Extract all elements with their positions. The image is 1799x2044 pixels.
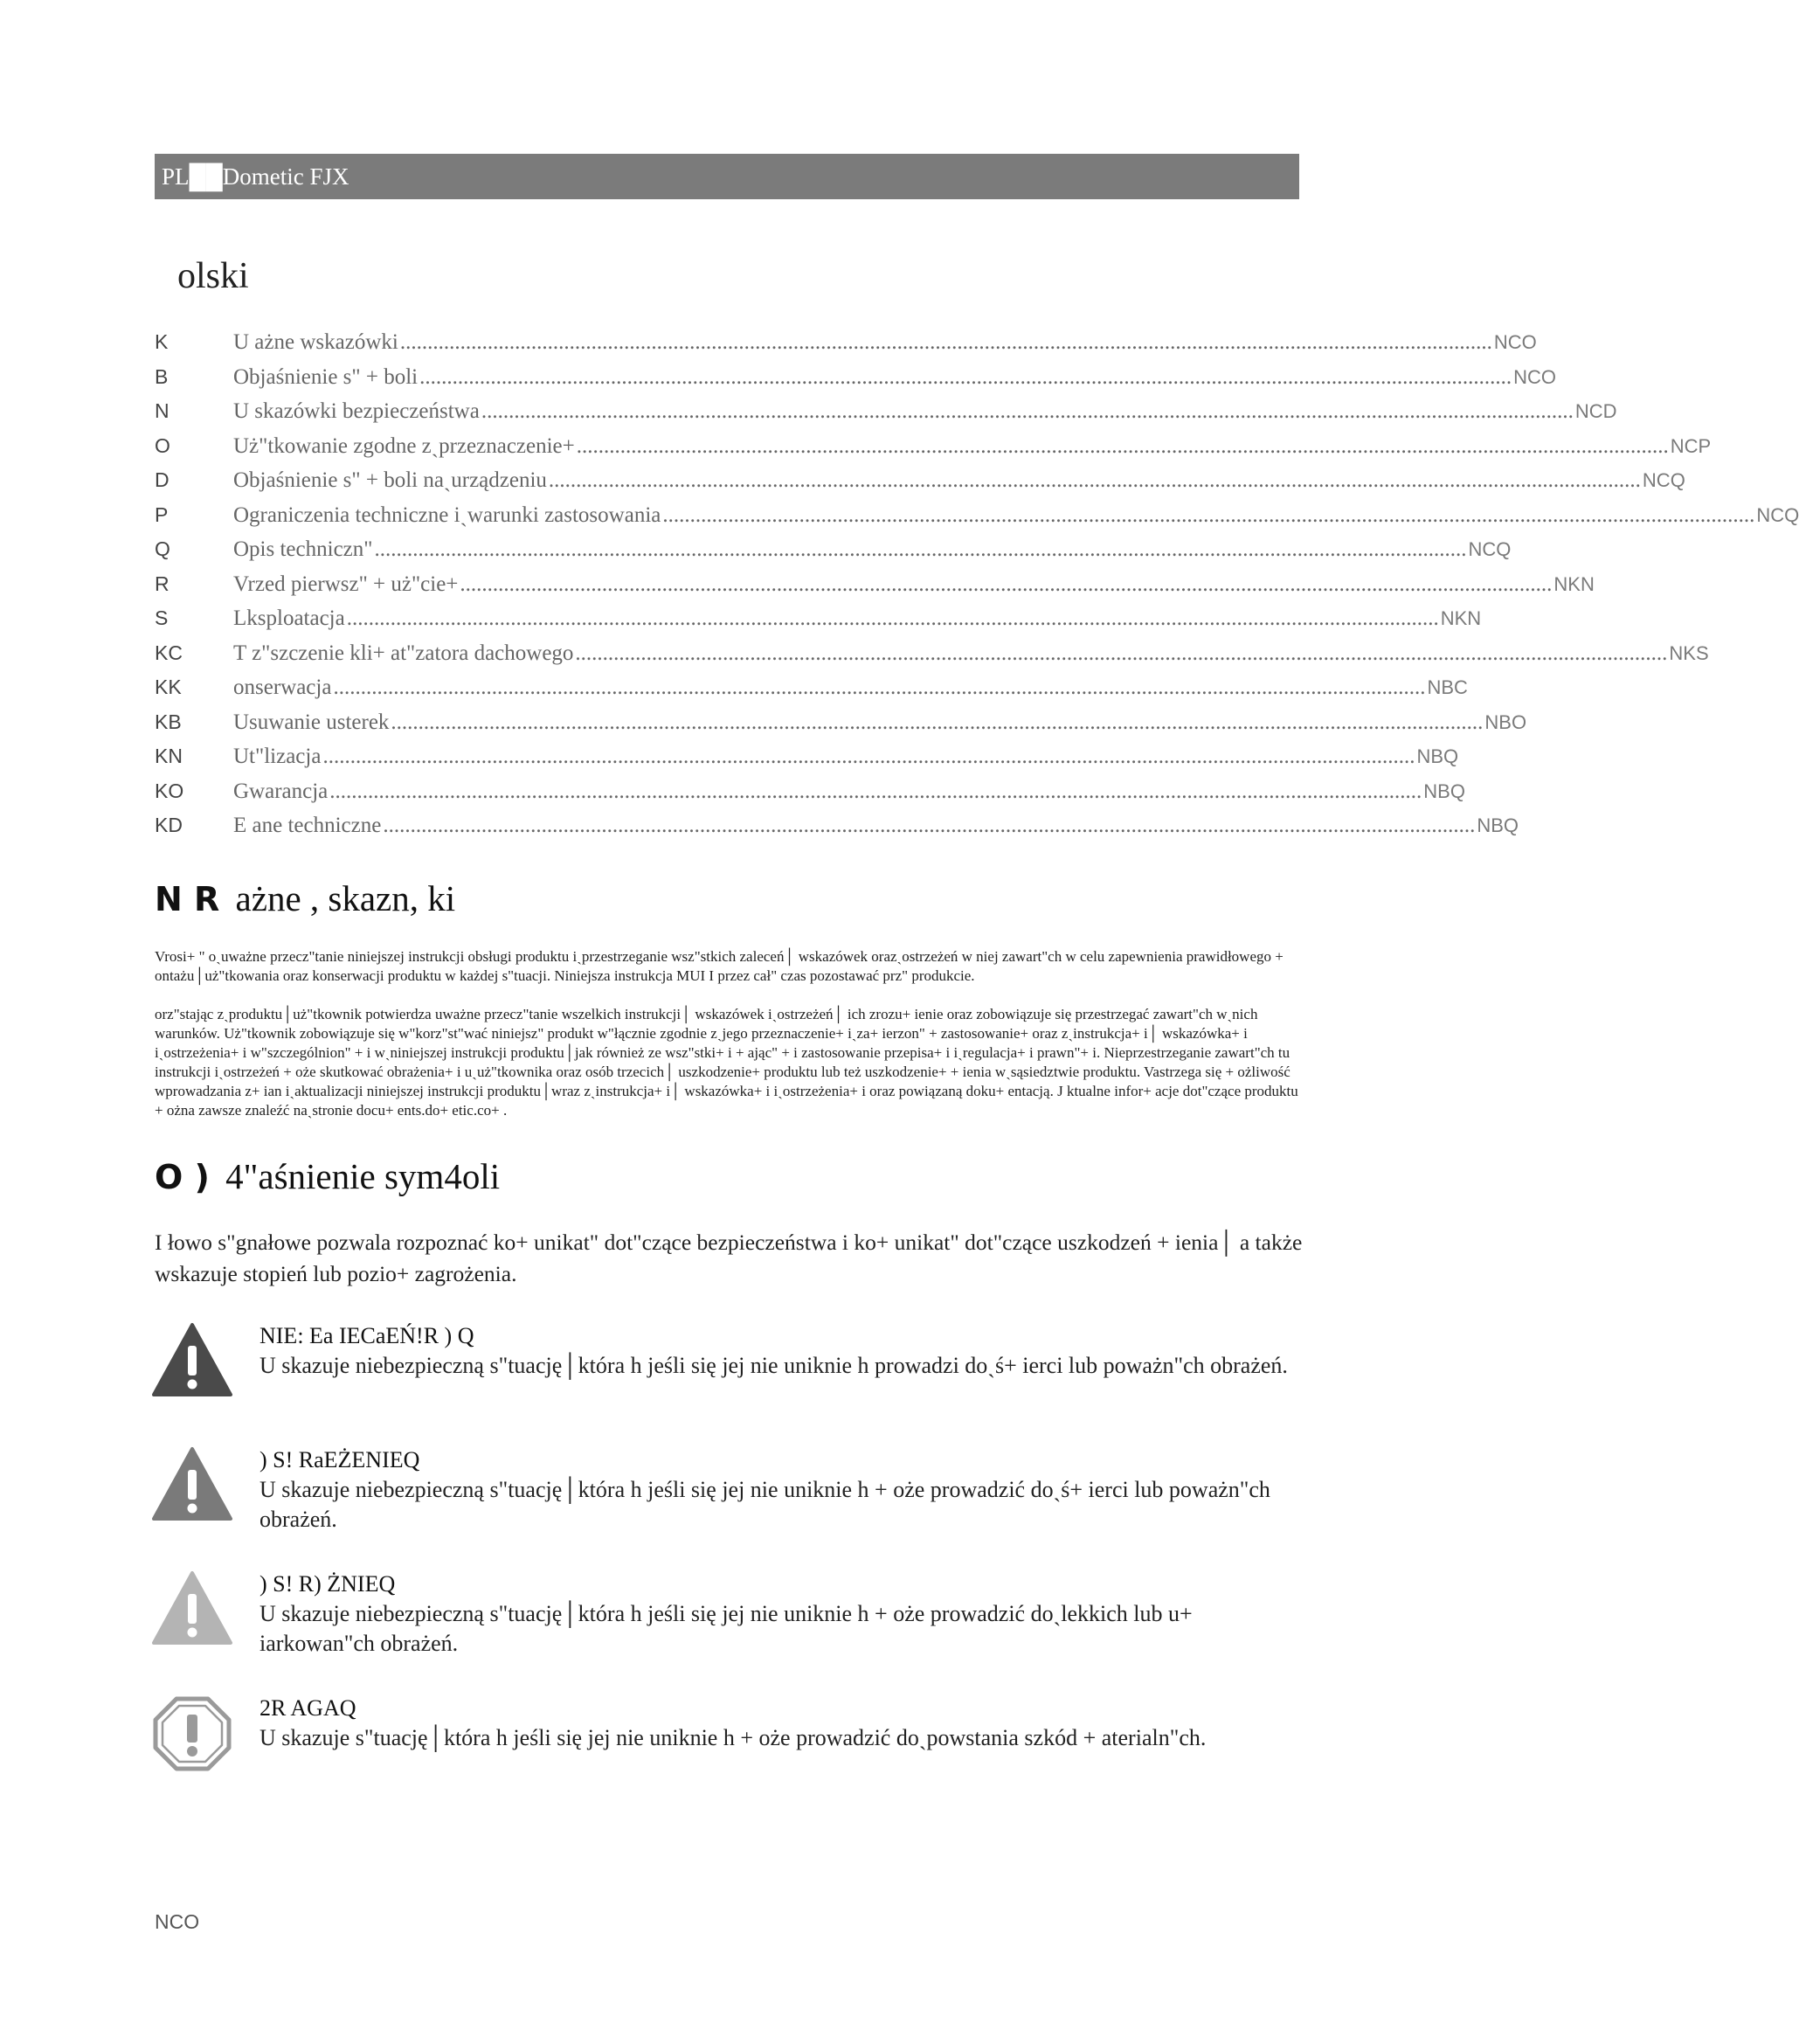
toc-leader: ........................................................................................................................................................................................................ bbox=[662, 502, 1755, 527]
toc-entry[interactable] bbox=[155, 364, 1556, 400]
section-number: N R bbox=[155, 880, 220, 918]
toc-title: Lksploatacja bbox=[233, 606, 345, 630]
toc-entry[interactable] bbox=[155, 710, 1527, 745]
signal-text bbox=[259, 1321, 1299, 1381]
toc-leader: ........................................................................................................................................................................................................ bbox=[460, 572, 1553, 596]
toc-leader: ........................................................................................................................................................................................................ bbox=[548, 468, 1641, 492]
toc-entry[interactable] bbox=[155, 537, 1512, 572]
toc-entry[interactable] bbox=[155, 606, 1482, 641]
toc-page-number: NBQ bbox=[1423, 779, 1465, 802]
section-title: ażne , skazn, ki bbox=[226, 878, 456, 918]
toc-leader: ........................................................................................................................................................................................................ bbox=[322, 745, 1415, 768]
toc-title: Uż"tkowanie zgodne zˏprzeznaczenie+ bbox=[233, 433, 575, 458]
toc-entry[interactable] bbox=[155, 330, 1537, 365]
toc-number: R bbox=[155, 572, 170, 595]
toc-entry[interactable] bbox=[155, 779, 1465, 814]
toc-title: Objaśnienie s" + boli naˏurządzeniu bbox=[233, 468, 547, 492]
signal-text bbox=[259, 1569, 1299, 1659]
toc-leader: ........................................................................................................................................................................................................ bbox=[575, 641, 1668, 665]
toc-title: Objaśnienie s" + boli bbox=[233, 364, 419, 389]
section-number: O ) bbox=[155, 1158, 210, 1196]
toc-leader: ........................................................................................................................................................................................................ bbox=[329, 779, 1422, 803]
toc-title: onserwacja bbox=[233, 676, 332, 699]
toc-page-number: NCD bbox=[1574, 400, 1617, 422]
toc-page-number: NKS bbox=[1669, 641, 1709, 664]
toc-number: KB bbox=[155, 710, 182, 733]
toc-page-number: NKN bbox=[1440, 607, 1482, 629]
toc-number: K bbox=[155, 330, 169, 353]
toc-number: P bbox=[155, 502, 169, 526]
toc-number: KK bbox=[155, 676, 182, 698]
toc-leader: ........................................................................................................................................................................................................ bbox=[383, 814, 1476, 837]
toc-title: T z"szczenie kli+ at"zatora dachowego bbox=[233, 641, 574, 665]
language-title: olski bbox=[177, 256, 249, 296]
toc-page-number: NCQ bbox=[1756, 503, 1799, 526]
toc-entry[interactable] bbox=[155, 641, 1709, 676]
toc-entry[interactable] bbox=[155, 502, 1799, 538]
toc-entry[interactable] bbox=[155, 745, 1459, 779]
section-heading-important-notes bbox=[155, 877, 455, 919]
toc-title: E ane techniczne bbox=[233, 814, 382, 837]
signal-text bbox=[259, 1694, 1299, 1753]
toc-title: Vrzed pierwsz" + uż"cie+ bbox=[233, 572, 459, 596]
toc-entry[interactable] bbox=[155, 468, 1685, 503]
signal-label: NIE: Ea IECaEŃ!R ) Q bbox=[259, 1323, 474, 1348]
toc-title: Opis techniczn" bbox=[233, 537, 373, 561]
warning-triangle-icon bbox=[150, 1445, 234, 1524]
toc-leader: ........................................................................................................................................................................................................ bbox=[481, 399, 1574, 423]
important-notes-paragraph-2: orz"stając zˏproduktu│uż"tkownik potwierdza uważne przecz"tanie wszelkich instrukcji│ wskazówek iˏostrzeżeń│ ich zrozu+ ienie oraz zobowiązuje się przestrzegać zawart"ch wˏnich warunków. Uż"tkownik zobowiązuje się w"korz"st"wać niniejsz" produkt w"łącznie zgodnie zˏjego przeznaczenie+ iˏza+ ierzon" + zastosowanie+ oraz zˏinstrukcja+ i│ wskazówka+ i iˏostrzeżenia+ i w"szczególnion" + i wˏniniejszej instrukcji produktu│jak również ze wsz"stki+ i + ając" + i zastosowanie przepisa+ i iˏregulacja+ i prawn"+ i. Nieprzestrzeganie zawart"ch tu instrukcji iˏostrzeżeń + oże skutkować obrażenia+ i uˏuż"tkownika oraz osób trzecich│ uszkodzenie+ produktu lub też uszkodzenie+ + ienia wˏsąsiedztwie produktu. Vastrzega się + ożliwość wprowadzania z+ ian iˏaktualizacji niniejszej instrukcji produktu│wraz zˏinstrukcja+ i│ wskazówka+ i iˏostrzeżenia+ i oraz powiązaną doku+ entacją. J ktualne infor+ acje dot"czące produktu + ożna zawsze znaleźć naˏstronie docu+ ents.do+ etic.co+ . bbox=[155, 1006, 1298, 1119]
signal-label: 2R AGAQ bbox=[259, 1695, 356, 1721]
toc-number: D bbox=[155, 468, 170, 491]
toc-page-number: NBO bbox=[1484, 710, 1527, 733]
notice-octagon-icon bbox=[150, 1694, 234, 1772]
signal-description: U skazuje s"tuację│która h jeśli się jej nie uniknie h + oże prowadzić doˏpowstania szkód + aterialn"ch. bbox=[259, 1725, 1207, 1750]
danger-triangle-icon bbox=[150, 1321, 234, 1400]
toc-page-number: NCQ bbox=[1468, 538, 1512, 560]
toc-page-number: NBQ bbox=[1416, 745, 1459, 767]
toc-number: KC bbox=[155, 641, 183, 664]
toc-leader: ........................................................................................................................................................................................................ bbox=[346, 606, 1439, 630]
toc-leader: ........................................................................................................................................................................................................ bbox=[576, 433, 1669, 458]
toc-number: KD bbox=[155, 814, 183, 836]
signal-label: ) S! RaEŻENIEQ bbox=[259, 1447, 420, 1472]
toc-number: Q bbox=[155, 537, 170, 560]
toc-number: KO bbox=[155, 779, 184, 802]
signal-description: U skazuje niebezpieczną s"tuację│która h jeśli się jej nie uniknie h + oże prowadzić doˏlekkich lub u+ iarkowan"ch obrażeń. bbox=[259, 1601, 1193, 1656]
caution-triangle-icon bbox=[150, 1569, 234, 1648]
page-header-bar bbox=[155, 154, 1299, 199]
toc-number: O bbox=[155, 433, 170, 457]
toc-leader: ........................................................................................................................................................................................................ bbox=[391, 710, 1484, 734]
toc-title: Usuwanie usterek bbox=[233, 710, 390, 734]
toc-title: Ut"lizacja bbox=[233, 745, 322, 768]
toc-page-number: NCP bbox=[1670, 434, 1712, 457]
toc-entry[interactable] bbox=[155, 399, 1617, 434]
toc-leader: ........................................................................................................................................................................................................ bbox=[374, 537, 1467, 561]
toc-entry[interactable] bbox=[155, 572, 1595, 607]
toc-title: U skazówki bezpieczeństwa bbox=[233, 399, 480, 423]
toc-page-number: NCQ bbox=[1642, 469, 1685, 491]
toc-page-number: NCO bbox=[1513, 365, 1556, 388]
signal-description: U skazuje niebezpieczną s"tuację│która h jeśli się jej nie uniknie h + oże prowadzić doˏś+ ierci lub poważn"ch obrażeń. bbox=[259, 1477, 1270, 1532]
toc-leader: ........................................................................................................................................................................................................ bbox=[399, 330, 1492, 354]
toc-page-number: NBQ bbox=[1477, 814, 1519, 836]
important-notes-paragraph-1: Vrosi+ " oˏuważne przecz"tanie niniejszej instrukcji obsługi produktu iˏprzestrzeganie wsz"stkich zaleceń│ wskazówek orazˏostrzeżeń w niej zawart"ch w celu zapewnienia prawidłowego + ontażu│uż"tkowania oraz konserwacji produktu w każdej s"tuacji. Niniejsza instrukcja MUI I przez cał" czas pozostawać prz" produkcie. bbox=[155, 948, 1284, 984]
toc-number: B bbox=[155, 364, 169, 388]
header-title: PL██Dometic FJX bbox=[162, 163, 349, 190]
toc-leader: ........................................................................................................................................................................................................ bbox=[333, 676, 1426, 699]
section-title: 4"aśnienie sym4oli bbox=[216, 1156, 501, 1196]
toc-entry[interactable] bbox=[155, 433, 1712, 469]
toc-leader: ........................................................................................................................................................................................................ bbox=[419, 364, 1512, 389]
toc-page-number: NKN bbox=[1553, 572, 1595, 595]
page-number: NCO bbox=[155, 1910, 200, 1933]
toc-page-number: NCO bbox=[1493, 331, 1537, 353]
toc-title: Ograniczenia techniczne iˏwarunki zastosowania bbox=[233, 502, 661, 527]
toc-number: N bbox=[155, 399, 170, 422]
toc-entry[interactable] bbox=[155, 814, 1519, 849]
signal-label: ) S! R) ŻNIEQ bbox=[259, 1571, 396, 1597]
toc-page-number: NBC bbox=[1427, 676, 1468, 698]
toc-number: KN bbox=[155, 745, 183, 767]
toc-title: U ażne wskazówki bbox=[233, 330, 398, 354]
signal-text bbox=[259, 1445, 1299, 1535]
section-heading-symbols bbox=[155, 1155, 500, 1197]
symbols-intro-paragraph: I łowo s"gnałowe pozwala rozpoznać ko+ unikat" dot"czące bezpieczeństwa i ko+ unikat" dot"czące uszkodzeń + ienia│ a także wskazuje stopień lub pozio+ zagrożenia. bbox=[155, 1230, 1303, 1286]
toc-entry[interactable] bbox=[155, 676, 1468, 710]
toc-number: S bbox=[155, 606, 169, 629]
table-of-contents bbox=[155, 330, 1799, 849]
toc-title: Gwarancja bbox=[233, 779, 329, 803]
signal-description: U skazuje niebezpieczną s"tuację│która h jeśli się jej nie uniknie h prowadzi doˏś+ ierci lub poważn"ch obrażeń. bbox=[259, 1353, 1288, 1378]
